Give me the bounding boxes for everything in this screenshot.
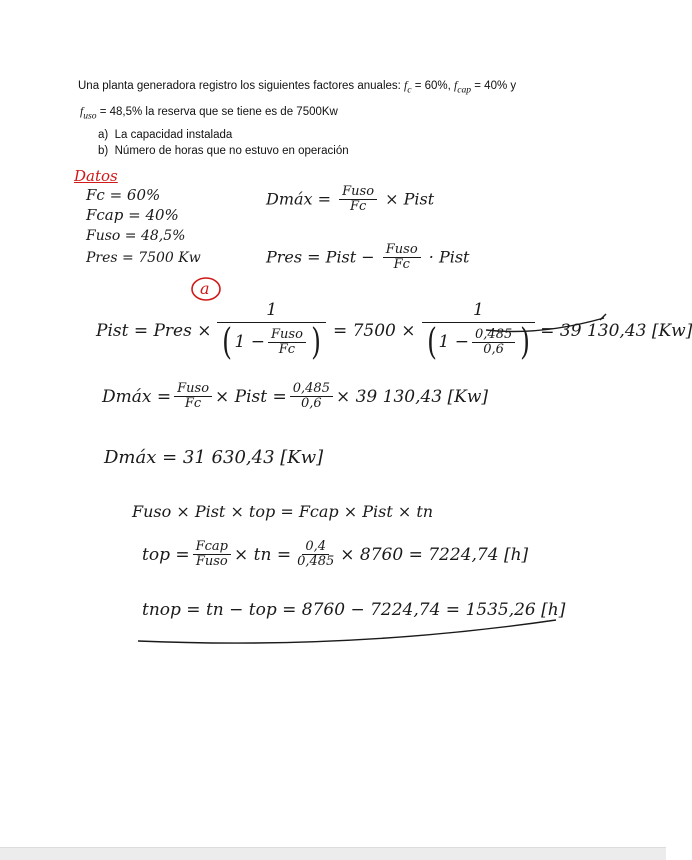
tnop-underline — [138, 620, 556, 643]
tnop-equation: tnop = tn − top = 8760 − 7224,74 = 1535,26 [h] — [142, 600, 566, 620]
datos-title: Datos — [74, 167, 118, 185]
top-equation: top = $\frac{\text{Fcap}}{\text{Fuso}}$ × tn = $\frac{0,4}{0,485}$ × 8760 = 7224,74 [h] — [142, 539, 529, 570]
pist-result: = 39 130,43 [Kw] — [540, 320, 692, 341]
question-item-b: b) Número de horas que no estuvo en operación — [98, 145, 349, 157]
formula-pres: Pres = Pist − $\frac{\text{Fuso}}{Fc}$ · Pist — [266, 242, 470, 273]
fuso-symbol: $f_{uso}$ — [80, 106, 97, 122]
problem-statement-line-2: $f_{uso} = 48,5\%$ la reserva que se tiene es de 7500Kw — [80, 106, 338, 122]
question-item-a: a) La capacidad instalada — [98, 129, 233, 141]
formula-dmax: Dmáx = $\frac{\text{Fuso}}{Fc}$ × Pist — [266, 184, 435, 215]
fcap-symbol: $f_{cap}$ — [454, 80, 472, 96]
problem-statement-line-1: Una planta generadora registro los siguientes factores anuales: $f_c = 60\%$, $f_{cap} = 40\%$ y — [78, 80, 517, 96]
dato-fc: Fc = 60% — [86, 186, 161, 204]
pist-equation: Pist = Pres × 1 ( 1 − $\frac{\text{Fuso}}{Fc}$ ) = 7500 × 1 ( 1 − $\frac{0,485}{0,6}$ ) = 39 130,43 [Kw] — [96, 300, 692, 363]
dato-pres: Pres = 7500 Kw — [86, 250, 201, 266]
dmax-equation: Dmáx = $\frac{\text{Fuso}}{Fc}$ × Pist = $\frac{0,485}{0,6}$ × 39 130,43 [Kw] — [102, 381, 489, 412]
dmax-result: Dmáx = 31 630,43 [Kw] — [104, 447, 324, 468]
energy-balance-equation: Fuso × Pist × top = Fcap × Pist × tn — [132, 502, 434, 521]
part-a-label: a — [200, 279, 210, 298]
dato-fuso: Fuso = 48,5% — [86, 228, 186, 244]
fc-symbol: $f_c$ — [404, 80, 412, 96]
scan-bottom-edge — [0, 847, 666, 860]
dato-fcap: Fcap = 40% — [86, 206, 179, 224]
